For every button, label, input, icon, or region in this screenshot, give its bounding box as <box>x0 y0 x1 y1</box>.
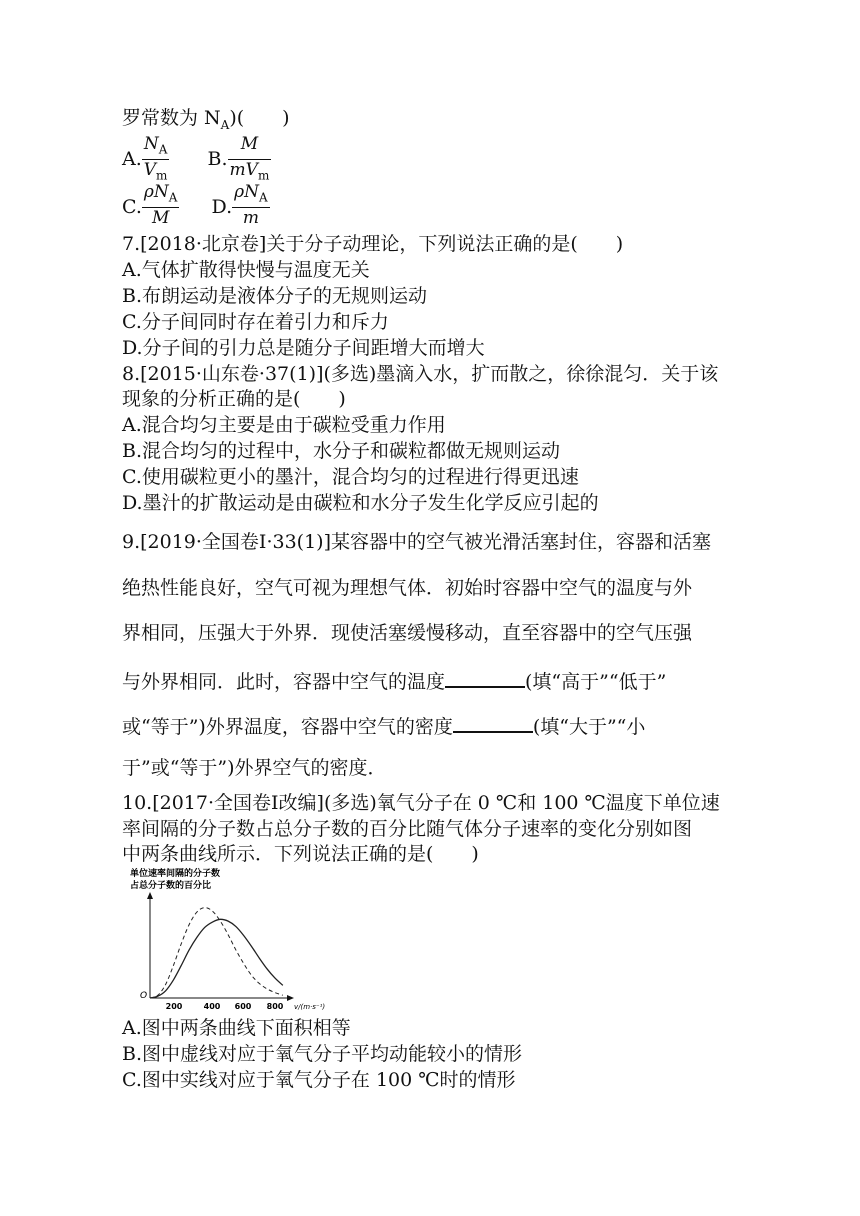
y-axis-arrow-icon <box>147 892 153 899</box>
chart-ylabel-line-2: 占总分子数的百分比 <box>130 881 212 891</box>
q9-line-4: 与外界相同．此时，容器中空气的温度 (填“高于”“低于” <box>122 666 666 694</box>
q7-option-d[interactable]: D.分子间的引力总是随分子间距增大而增大 <box>122 337 485 359</box>
x-axis-arrow-icon <box>287 995 294 1001</box>
q9-line-6: 于”或“等于”)外界空气的密度． <box>122 757 387 779</box>
origin-label: O <box>140 991 148 1001</box>
q9-line-5: 或“等于”)外界温度，容器中空气的密度 (填“大于”“小 <box>122 711 645 739</box>
q6-option-d[interactable]: D. $\frac{\rho N_A}{m}$ <box>212 182 270 234</box>
x-tick-label: 800 <box>266 1002 284 1010</box>
q10-option-c[interactable]: C.图中实线对应于氧气分子在 100 ℃时的情形 <box>122 1069 516 1091</box>
q9-line-1: 9.[2019·全国卷Ⅰ·33(1)]某容器中的空气被光滑活塞封住，容器和活塞 <box>122 531 711 553</box>
fraction: $\frac{\rho N_A}{m}$ <box>232 182 270 234</box>
q10-option-b[interactable]: B.图中虚线对应于氧气分子平均动能较小的情形 <box>122 1043 523 1065</box>
q6-option-c[interactable]: C. $\frac{\rho N_A}{M}$ <box>122 182 179 234</box>
q10-line-2: 率间隔的分子数占总分子数的百分比随气体分子速率的变化分别如图 <box>122 818 693 840</box>
q7-stem: 7.[2018·北京卷]关于分子动理论，下列说法正确的是( ) <box>122 233 624 255</box>
chart-series-solid-line <box>150 919 283 998</box>
q6-option-a[interactable]: A. $\frac{N_A}{V_m}$ <box>122 134 169 186</box>
q8-option-b[interactable]: B.混合均匀的过程中，水分子和碳粒都做无规则运动 <box>122 440 561 462</box>
q9-line-2: 绝热性能良好，空气可视为理想气体．初始时容器中空气的温度与外 <box>122 577 693 599</box>
q8-stem-line-2: 现象的分析正确的是( ) <box>122 388 346 410</box>
chart-ylabel-line-1: 单位速率间隔的分子数 <box>130 869 221 879</box>
fraction: $\frac{M}{mV_m}$ <box>228 134 272 186</box>
q8-stem-line-1: 8.[2015·山东卷·37(1)](多选)墨滴入水，扩而散之，徐徐混匀．关于该 <box>122 363 719 385</box>
q7-option-c[interactable]: C.分子间同时存在着引力和斥力 <box>122 311 389 333</box>
speed-distribution-chart <box>122 866 342 1010</box>
x-tick-label: 600 <box>234 1002 252 1010</box>
x-tick-label: 400 <box>203 1002 221 1010</box>
chart-xlabel: v/(m·s⁻¹) <box>294 1003 326 1010</box>
q10-option-a[interactable]: A.图中两条曲线下面积相等 <box>122 1017 351 1039</box>
q6-option-b[interactable]: B. $\frac{M}{mV_m}$ <box>208 134 272 186</box>
q8-option-a[interactable]: A.混合均匀主要是由于碳粒受重力作用 <box>122 414 446 436</box>
x-tick-label: 200 <box>165 1002 183 1010</box>
q6-stem-tail: 罗常数为 $N_A$)( ) <box>122 107 290 132</box>
q10-line-1: 10.[2017·全国卷Ⅰ改编](多选)氧气分子在 0 ℃和 100 ℃温度下单位速 <box>122 792 720 814</box>
q6-options-row-1 <box>122 134 271 186</box>
q8-option-c[interactable]: C.使用碳粒更小的墨汁，混合均匀的过程进行得更迅速 <box>122 466 579 488</box>
answer-blank-density[interactable] <box>453 711 533 733</box>
answer-blank-temperature[interactable] <box>445 666 525 688</box>
q7-option-a[interactable]: A.气体扩散得快慢与温度无关 <box>122 259 370 281</box>
fraction: $\frac{\rho N_A}{M}$ <box>142 182 180 234</box>
fraction: $\frac{N_A}{V_m}$ <box>142 134 170 186</box>
q8-option-d[interactable]: D.墨汁的扩散运动是由碳粒和水分子发生化学反应引起的 <box>122 492 599 514</box>
q6-options-row-2 <box>122 182 270 234</box>
q10-line-3: 中两条曲线所示．下列说法正确的是( ) <box>122 843 479 865</box>
q9-line-3: 界相同，压强大于外界．现使活塞缓慢移动，直至容器中的空气压强 <box>122 622 693 644</box>
q7-option-b[interactable]: B.布朗运动是液体分子的无规则运动 <box>122 285 428 307</box>
